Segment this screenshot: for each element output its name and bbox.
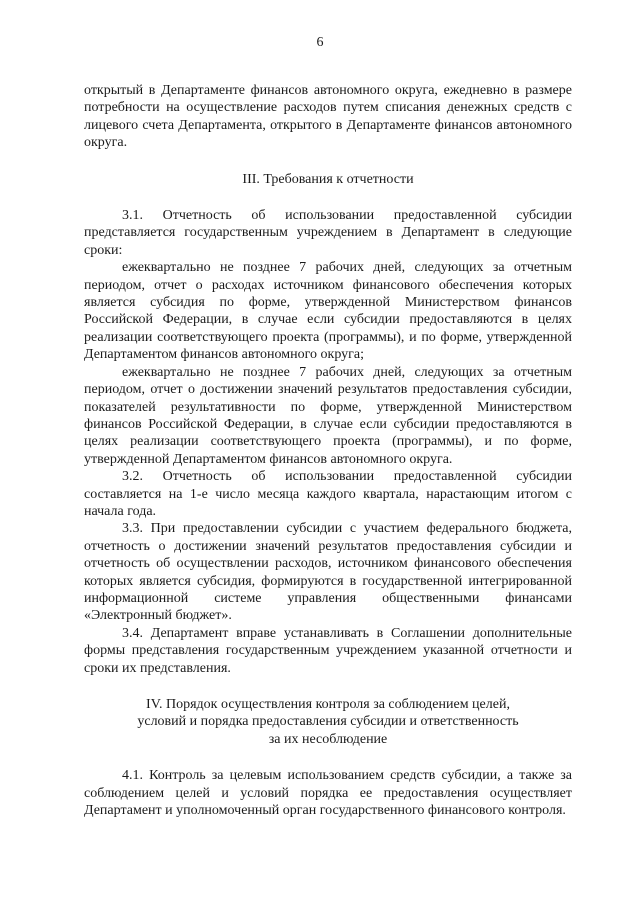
page-number: 6	[316, 35, 324, 50]
section-4-heading-line-3: за их несоблюдение	[268, 731, 388, 747]
paragraph-3-2: 3.2. Отчетность об использовании предоставленной субсидии составляется на 1-е число месяца каждого квартала, нарастающим итогом с начала года.	[84, 469, 572, 519]
section-4-heading-line-2: условий и порядка предоставления субсидии и ответственность	[137, 714, 519, 730]
paragraph-3-1: 3.1. Отчетность об использовании предоставленной субсидии представляется государственным учреждением в Департамент в следующие сроки:	[84, 208, 572, 258]
paragraph-3-1-quarterly-results-report: ежеквартально не позднее 7 рабочих дней, следующих за отчетным периодом, отчет о достижении значений результатов предоставления субсидии, показателей результативности по форме, утвержденной Министерством финансов Российской Федерации, в случае если субсидии предоставляются в целях реализации соответствующего проекта (программы), и по форме, утвержденной Департаментом финансов автономного округа.	[84, 364, 572, 467]
intro-paragraph: открытый в Департаменте финансов автономного округа, ежедневно в размере потребности на осуществление расходов путем списания денежных средств с лицевого счета Департамента, открытого в Департаменте финансов автономного округа.	[84, 83, 572, 151]
paragraph-3-4: 3.4. Департамент вправе устанавливать в Соглашении дополнительные формы представления государственным учреждением указанной отчетности и сроки их представления.	[84, 625, 572, 676]
document-body	[84, 82, 572, 819]
paragraph-4-1: 4.1. Контроль за целевым использованием средств субсидии, а также за соблюдением целей и условий порядка ее предоставления осуществляет Департамент и уполномоченный орган государственного финансового контроля.	[84, 768, 572, 819]
paragraph-3-1-quarterly-expense-report: ежеквартально не позднее 7 рабочих дней, следующих за отчетным периодом, отчет о расходах источником финансового обеспечения которых является субсидия по форме, утвержденной Министерством финансов Российской Федерации, в случае если субсидии предоставляются в целях реализации соответствующего проекта (программы), и по форме, утвержденной Департаментом финансов автономного округа;	[84, 260, 572, 363]
paragraph-3-3: 3.3. При предоставлении субсидии с участием федерального бюджета, отчетность о достижении значений результатов предоставления субсидии и отчетность об осуществлении расходов, источником финансового обеспечения которых является субсидия, формируются в государственной интегрированной информационной системе управления общественными финансами «Электронный бюджет».	[84, 521, 572, 624]
section-3-heading: III. Требования к отчетности	[242, 171, 414, 187]
section-4-heading-line-1: IV. Порядок осуществления контроля за соблюдением целей,	[146, 697, 510, 712]
